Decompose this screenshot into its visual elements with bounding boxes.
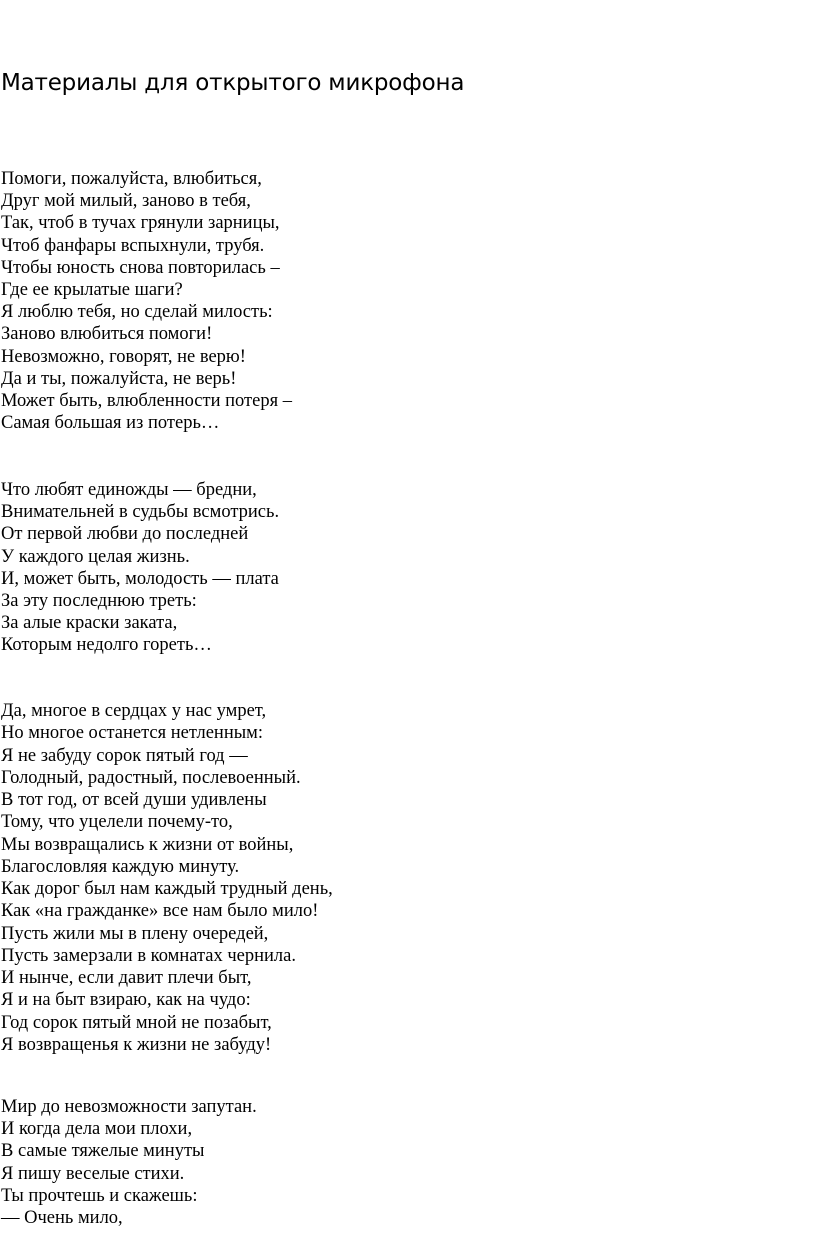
poem-line: И когда дела мои плохи,	[1, 1119, 193, 1140]
poem-line: Где ее крылатые шаги?	[1, 279, 183, 300]
poem-line: В тот год, от всей души удивлены	[1, 790, 267, 810]
poem-line: Помоги, пожалуйста, влюбиться,	[1, 169, 262, 189]
poem-line: Год сорок пятый мной не позабыт,	[1, 1012, 272, 1033]
poem-line: В самые тяжелые минуты	[1, 1141, 205, 1162]
poem-line: Может быть, влюбленности потеря –	[1, 390, 292, 411]
poem-line: Чтобы юность снова повторилась –	[1, 257, 280, 278]
poem-line: И, может быть, молодость — плата	[1, 568, 279, 589]
poem-line: Невозможно, говорят, не верю!	[1, 346, 246, 367]
poem-line: Что любят единожды — бредни,	[1, 480, 257, 500]
poem-line: Мир до невозможности запутан.	[1, 1097, 257, 1117]
poem-stanza-4	[1, 1096, 257, 1229]
poem-line: Ты прочтешь и скажешь:	[1, 1185, 198, 1206]
poem-line: Как дорог был нам каждый трудный день,	[1, 879, 333, 899]
poem-line: Как «на гражданке» все нам было мило!	[1, 901, 319, 922]
poem-line: И нынче, если давит плечи быт,	[1, 968, 252, 988]
poem-line: Я и на быт взираю, как на чудо:	[1, 990, 251, 1011]
poem-line: Внимательней в судьбы всмотрись.	[1, 502, 280, 523]
poem-line: У каждого целая жизнь.	[1, 546, 190, 567]
poem-line: Благословляя каждую минуту.	[1, 856, 240, 877]
poem-line: Я люблю тебя, но сделай милость:	[1, 302, 273, 323]
poem-line: От первой любви до последней	[1, 524, 249, 545]
poem-line: Я возвращенья к жизни не забуду!	[1, 1034, 272, 1055]
poem-line: Пусть жили мы в плену очередей,	[1, 923, 269, 944]
poem-stanza-1	[1, 168, 292, 434]
poem-line: Я не забуду сорок пятый год —	[1, 745, 248, 766]
poem-line: Мы возвращались к жизни от войны,	[1, 834, 294, 855]
poem-line: Чтоб фанфары вспыхнули, трубя.	[1, 235, 265, 256]
poem-line: Друг мой милый, заново в тебя,	[1, 191, 251, 212]
poem-line: Пусть замерзали в комнатах чернила.	[1, 945, 296, 966]
poem-line: — Очень мило,	[1, 1207, 123, 1228]
poem-line: Да, многое в сердцах у нас умрет,	[1, 701, 267, 721]
poem-line: Я пишу веселые стихи.	[1, 1163, 185, 1184]
poem-line: Тому, что уцелели почему-то,	[1, 812, 233, 833]
poem-line: Но многое останется нетленным:	[1, 723, 263, 744]
poem-line: Заново влюбиться помоги!	[1, 324, 213, 345]
poem-line: За эту последнюю треть:	[1, 590, 197, 611]
poem-stanza-3	[1, 700, 333, 1056]
poem-line: Да и ты, пожалуйста, не верь!	[1, 368, 237, 389]
poem-line: Самая большая из потерь…	[1, 413, 220, 434]
poem-line: Голодный, радостный, послевоенный.	[1, 767, 301, 788]
poem-line: Которым недолго гореть…	[1, 635, 212, 656]
poem-line: За алые краски заката,	[1, 613, 178, 634]
poem-stanza-2	[1, 479, 279, 657]
poem-line: Так, чтоб в тучах грянули зарницы,	[1, 213, 280, 234]
document-title: Материалы для открытого микрофона	[1, 70, 465, 96]
